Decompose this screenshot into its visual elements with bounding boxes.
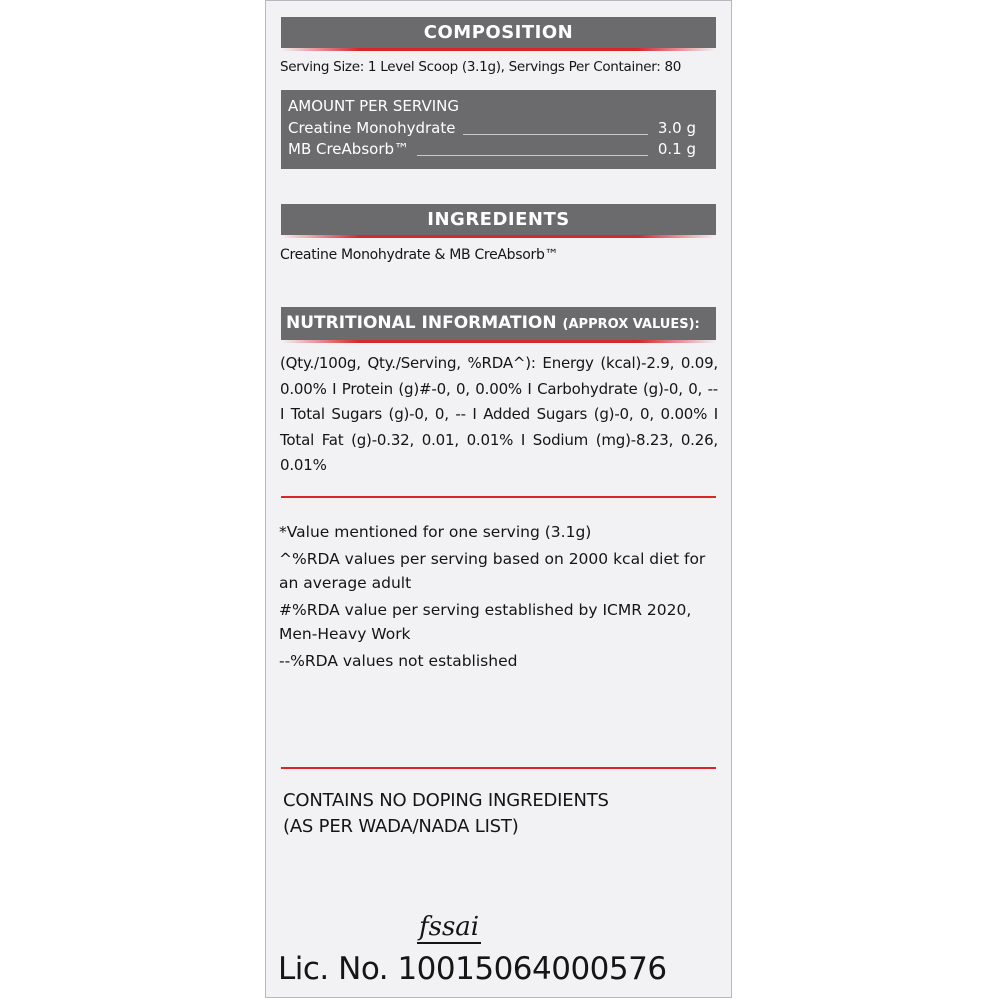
- footnote: *Value mentioned for one serving (3.1g): [279, 523, 592, 541]
- nutrition-header-underline: [281, 340, 716, 343]
- doping-line-1: CONTAINS NO DOPING INGREDIENTS: [283, 790, 609, 811]
- amount-item-value: 0.1 g: [657, 140, 696, 158]
- footnote: ^%RDA values per serving based on 2000 kcal diet for an average adult: [279, 549, 706, 592]
- nutrition-text: (Qty./100g, Qty./Serving, %RDA^): Energy (kcal)-2.9, 0.09, 0.00% I Protein (g)#-0, 0, 0.00% I Carbohydrate (g)-0, 0, -- I Total Sugars (g)-0, 0, -- I Added Sugars (g)-0, 0, 0.00% I Total Fat (g)-0.32, 0.01, 0.01% I Sodium (mg)-8.23, 0.26, 0.01%: [280, 354, 718, 474]
- divider-rule: [281, 496, 716, 498]
- footnotes: [279, 520, 719, 675]
- nutrition-header: [281, 307, 716, 340]
- amount-per-serving-title: AMOUNT PER SERVING: [288, 97, 459, 115]
- ingredients-header-underline: [281, 235, 716, 238]
- amount-item-value: 3.0 g: [657, 119, 696, 137]
- amount-item-name: Creatine Monohydrate: [288, 119, 456, 137]
- doping-line-2: (AS PER WADA/NADA LIST): [283, 816, 519, 837]
- ingredients-text: Creatine Monohydrate & MB CreAbsorb™: [280, 247, 559, 263]
- amount-per-serving-box: [281, 90, 716, 169]
- doping-statement: [283, 788, 609, 840]
- fssai-logo-icon: fssai: [419, 912, 480, 942]
- divider-rule: [281, 767, 716, 769]
- composition-header: COMPOSITION: [281, 17, 716, 48]
- amount-item-name: MB CreAbsorb™: [288, 140, 410, 158]
- nutrition-header-title: NUTRITIONAL INFORMATION: [286, 313, 557, 333]
- amount-row: [288, 118, 696, 139]
- license-number: Lic. No. 10015064000576: [278, 951, 667, 987]
- leader-line: [463, 134, 647, 135]
- product-label-panel: [265, 0, 732, 998]
- footnote: #%RDA value per serving established by ICMR 2020, Men-Heavy Work: [279, 600, 692, 643]
- amount-row: [288, 139, 696, 160]
- footnote: --%RDA values not established: [279, 651, 518, 670]
- ingredients-header: INGREDIENTS: [281, 204, 716, 235]
- composition-header-underline: [281, 48, 716, 51]
- nutrition-header-subtitle: (APPROX VALUES):: [562, 317, 700, 332]
- serving-info: Serving Size: 1 Level Scoop (3.1g), Servings Per Container: 80: [280, 59, 682, 75]
- leader-line: [417, 155, 648, 156]
